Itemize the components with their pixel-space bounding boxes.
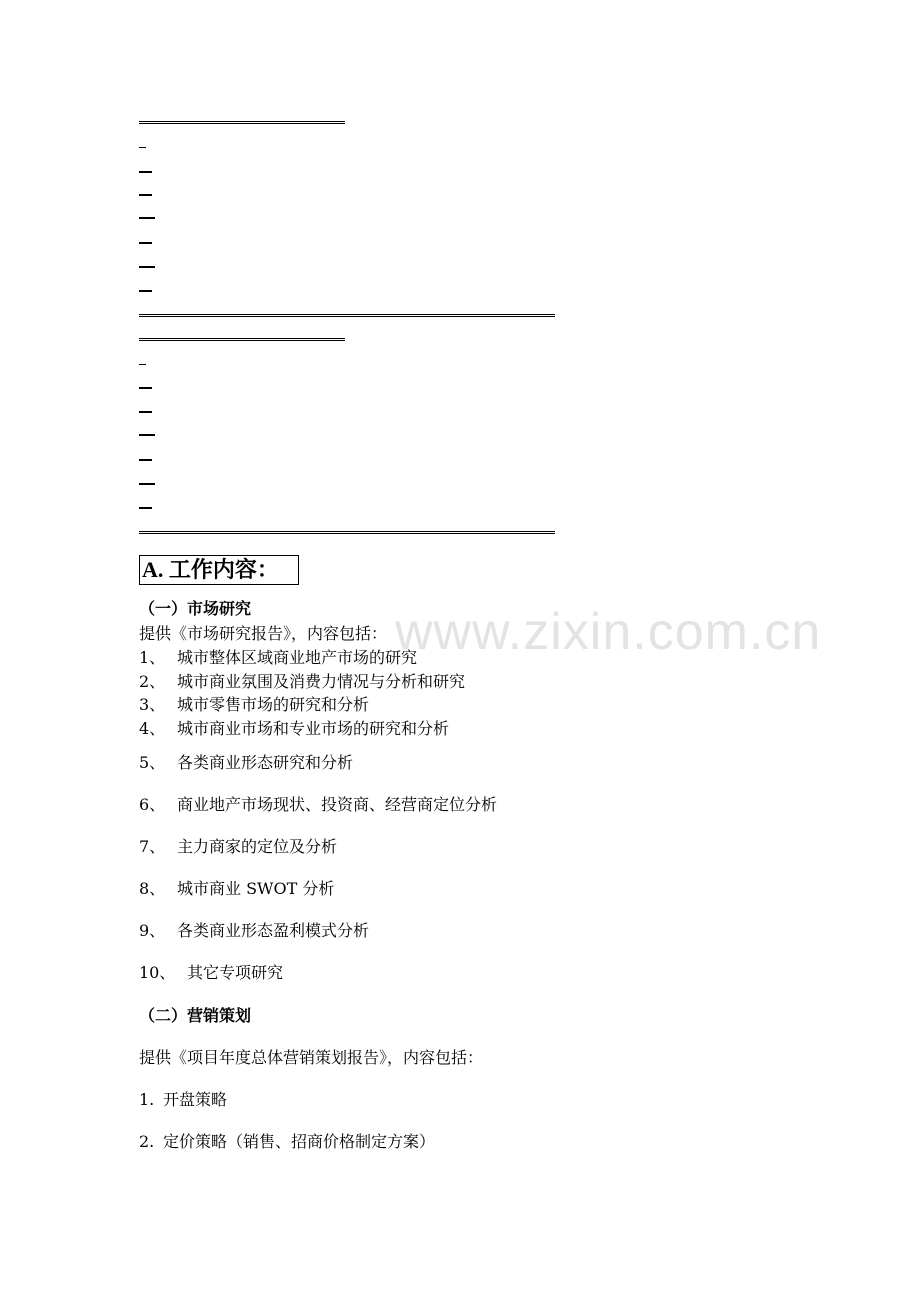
form-tick bbox=[139, 194, 152, 196]
list-item bbox=[139, 1129, 435, 1152]
form-tick bbox=[139, 411, 152, 413]
list-item bbox=[139, 692, 369, 715]
list-item bbox=[139, 876, 334, 899]
list-item bbox=[139, 834, 337, 857]
item-number: 9、 bbox=[139, 921, 166, 940]
item-text: 城市商业氛围及消费力情况与分析和研究 bbox=[177, 672, 466, 691]
item-text: 开盘策略 bbox=[163, 1090, 228, 1109]
form-tick bbox=[139, 217, 155, 219]
list-item bbox=[139, 669, 465, 692]
item-text: 城市零售市场的研究和分析 bbox=[177, 695, 370, 714]
form-tick bbox=[139, 459, 152, 461]
section-heading: A. 工作内容： bbox=[139, 555, 299, 585]
subsection-title: （一）市场研究 bbox=[139, 599, 252, 618]
list-item bbox=[139, 716, 449, 739]
form-tick bbox=[139, 507, 152, 509]
item-text: 各类商业形态盈利模式分析 bbox=[177, 921, 370, 940]
item-number: 10、 bbox=[139, 963, 176, 982]
list-item bbox=[139, 960, 283, 983]
subsection-title: （二）营销策划 bbox=[139, 1006, 252, 1025]
item-text: 城市商业市场和专业市场的研究和分析 bbox=[177, 719, 450, 738]
item-number: 3、 bbox=[139, 695, 166, 714]
form-rule bbox=[139, 338, 345, 341]
list-item bbox=[139, 1087, 227, 1110]
item-text: 城市商业 SWOT 分析 bbox=[177, 879, 335, 898]
form-tick bbox=[139, 290, 152, 292]
item-text: 城市整体区域商业地产市场的研究 bbox=[177, 648, 418, 667]
list-item bbox=[139, 645, 417, 668]
watermark: www.zixin.com.cn bbox=[395, 603, 822, 661]
form-tick bbox=[139, 147, 146, 148]
item-number: 8、 bbox=[139, 879, 166, 898]
form-tick bbox=[139, 364, 146, 365]
form-tick bbox=[139, 434, 155, 436]
form-rule bbox=[139, 531, 555, 534]
item-number: 2、 bbox=[139, 672, 166, 691]
intro-text: 提供《项目年度总体营销策划报告》，内容包括： bbox=[139, 1048, 484, 1067]
form-tick bbox=[139, 387, 152, 389]
form-tick bbox=[139, 483, 155, 485]
item-number: 5、 bbox=[139, 753, 166, 772]
item-number: 1. bbox=[139, 1090, 155, 1109]
item-number: 7、 bbox=[139, 837, 166, 856]
form-tick bbox=[139, 242, 152, 244]
intro-text: 提供《市场研究报告》，内容包括： bbox=[139, 624, 388, 643]
form-tick bbox=[139, 171, 152, 173]
item-number: 4、 bbox=[139, 719, 166, 738]
form-rule bbox=[139, 121, 345, 124]
item-number: 1、 bbox=[139, 648, 166, 667]
list-item bbox=[139, 750, 353, 773]
item-text: 其它专项研究 bbox=[187, 963, 284, 982]
form-tick bbox=[139, 266, 155, 268]
item-text: 定价策略（销售、招商价格制定方案） bbox=[163, 1132, 436, 1151]
item-text: 商业地产市场现状、投资商、经营商定位分析 bbox=[177, 795, 498, 814]
item-number: 2. bbox=[139, 1132, 155, 1151]
form-rule bbox=[139, 314, 555, 317]
item-text: 各类商业形态研究和分析 bbox=[177, 753, 354, 772]
list-item bbox=[139, 792, 497, 815]
item-text: 主力商家的定位及分析 bbox=[177, 837, 338, 856]
item-number: 6、 bbox=[139, 795, 166, 814]
list-item bbox=[139, 918, 369, 941]
